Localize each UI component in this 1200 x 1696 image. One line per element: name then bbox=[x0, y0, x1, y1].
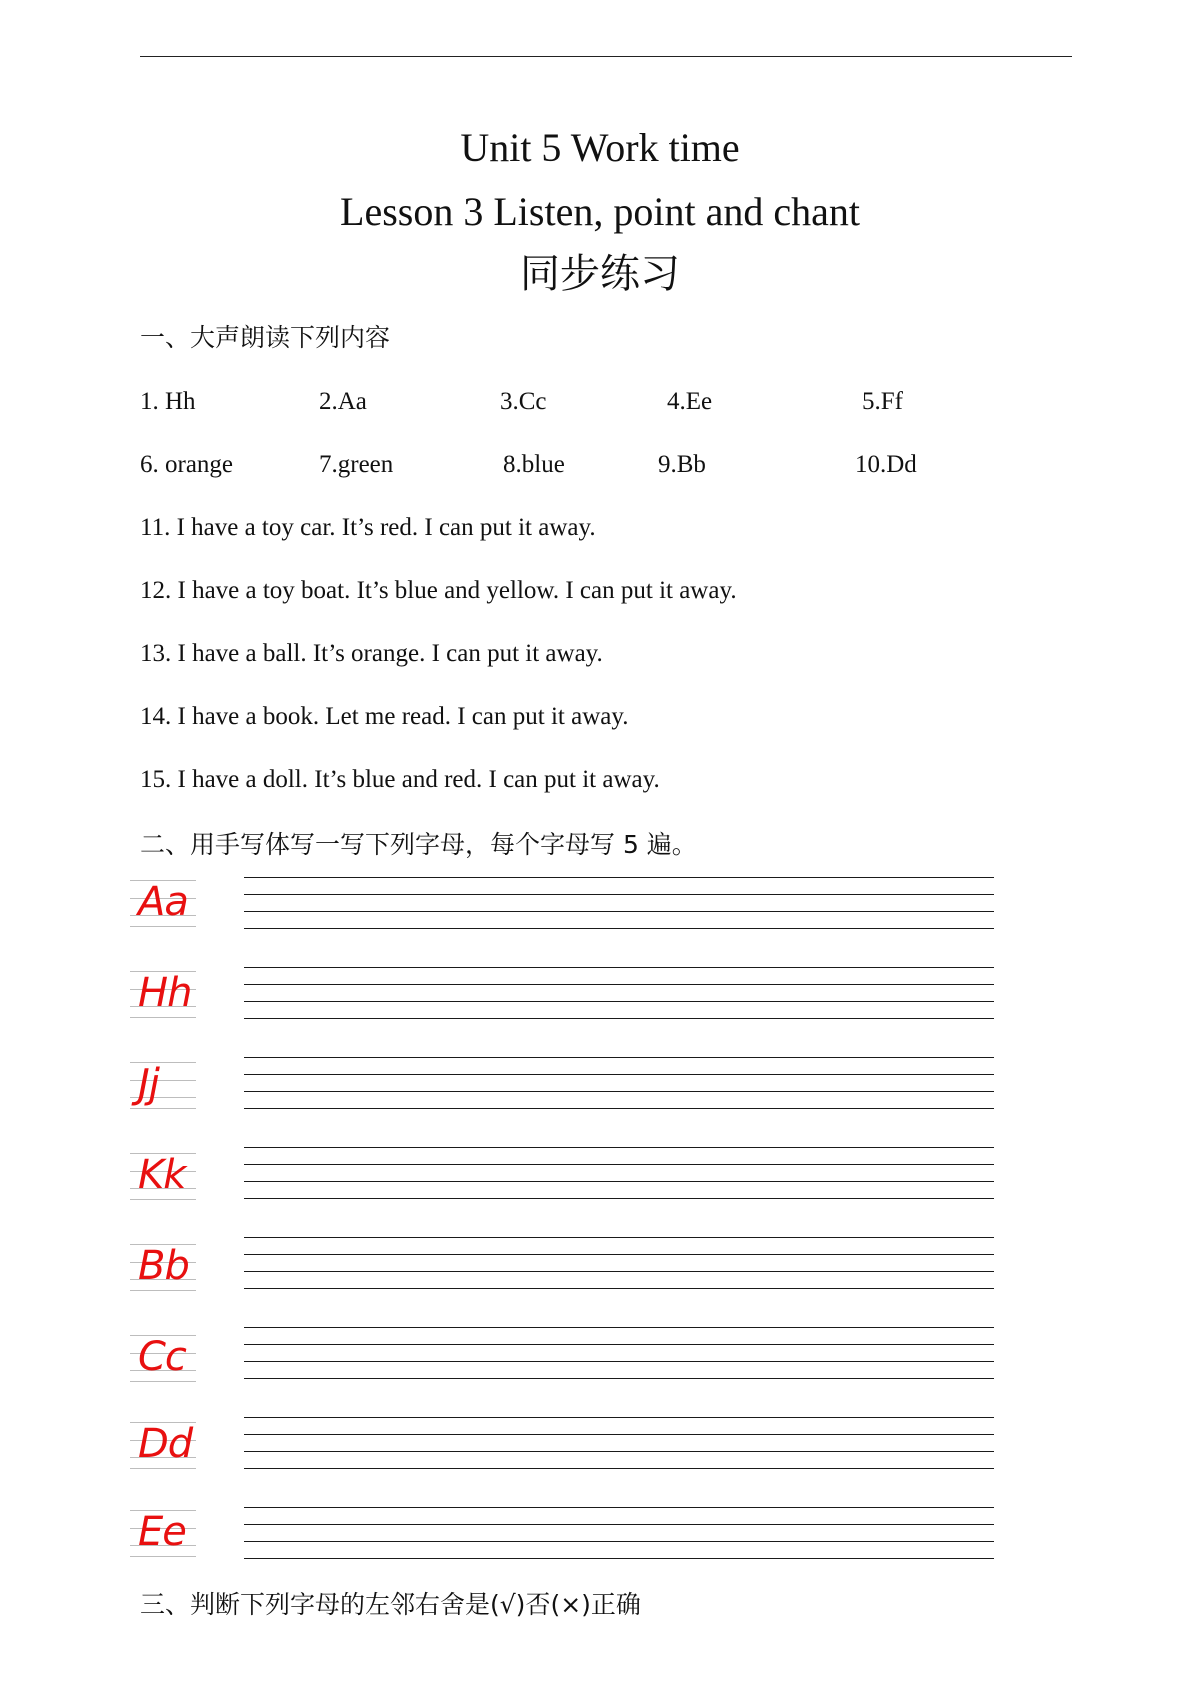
read-sentence: 14. I have a book. Let me read. I can put it away. bbox=[140, 703, 629, 730]
header-rule bbox=[140, 56, 1072, 57]
read-item: 3.Cc bbox=[500, 388, 547, 415]
letter-sample-jj bbox=[130, 1060, 196, 1110]
letter-label: Hh bbox=[138, 970, 192, 1016]
title-unit: Unit 5 Work time bbox=[460, 125, 740, 170]
read-sentence: 13. I have a ball. It’s orange. I can put it away. bbox=[140, 640, 603, 667]
letter-sample-kk bbox=[130, 1151, 196, 1201]
section-3-heading: 三、判断下列字母的左邻右舍是(√)否(×)正确 bbox=[140, 1590, 641, 1619]
read-item: 6. orange bbox=[140, 451, 234, 478]
title-lesson: Lesson 3 Listen, point and chant bbox=[340, 189, 860, 234]
section-1-heading: 一、大声朗读下列内容 bbox=[140, 323, 391, 352]
letter-label: Bb bbox=[138, 1243, 189, 1289]
letter-label: Ee bbox=[138, 1509, 186, 1555]
letter-label: Kk bbox=[138, 1152, 186, 1198]
writing-lines-kk[interactable] bbox=[244, 1147, 994, 1199]
read-sentence: 11. I have a toy car. It’s red. I can put it away. bbox=[140, 514, 596, 541]
writing-lines-dd[interactable] bbox=[244, 1417, 994, 1469]
read-item: 8.blue bbox=[503, 451, 565, 478]
letter-label: Dd bbox=[138, 1421, 193, 1467]
letter-sample-ee bbox=[130, 1508, 196, 1558]
read-sentence: 12. I have a toy boat. It’s blue and yellow. I can put it away. bbox=[140, 577, 737, 604]
read-sentence: 15. I have a doll. It’s blue and red. I can put it away. bbox=[140, 766, 660, 793]
letter-label: Aa bbox=[138, 879, 188, 925]
letter-sample-bb bbox=[130, 1242, 196, 1292]
letter-sample-aa bbox=[130, 878, 196, 928]
read-item: 1. Hh bbox=[140, 388, 196, 415]
writing-lines-jj[interactable] bbox=[244, 1057, 994, 1109]
read-item: 9.Bb bbox=[658, 451, 706, 478]
writing-lines-cc[interactable] bbox=[244, 1327, 994, 1379]
writing-lines-hh[interactable] bbox=[244, 967, 994, 1019]
letter-sample-cc bbox=[130, 1333, 196, 1383]
read-item: 10.Dd bbox=[855, 451, 917, 478]
letter-sample-dd bbox=[130, 1420, 196, 1470]
section-2-heading: 二、用手写体写一写下列字母，每个字母写 5 遍。 bbox=[140, 830, 697, 859]
read-item: 7.green bbox=[319, 451, 394, 478]
letter-label: Cc bbox=[138, 1334, 186, 1380]
read-item: 5.Ff bbox=[862, 388, 903, 415]
writing-lines-ee[interactable] bbox=[244, 1507, 994, 1559]
read-item: 4.Ee bbox=[667, 388, 713, 415]
writing-lines-bb[interactable] bbox=[244, 1237, 994, 1289]
title-practice: 同步练习 bbox=[520, 251, 680, 297]
writing-lines-aa[interactable] bbox=[244, 877, 994, 929]
letter-label: Jj bbox=[138, 1061, 159, 1107]
read-item: 2.Aa bbox=[319, 388, 367, 415]
letter-sample-hh bbox=[130, 969, 196, 1019]
